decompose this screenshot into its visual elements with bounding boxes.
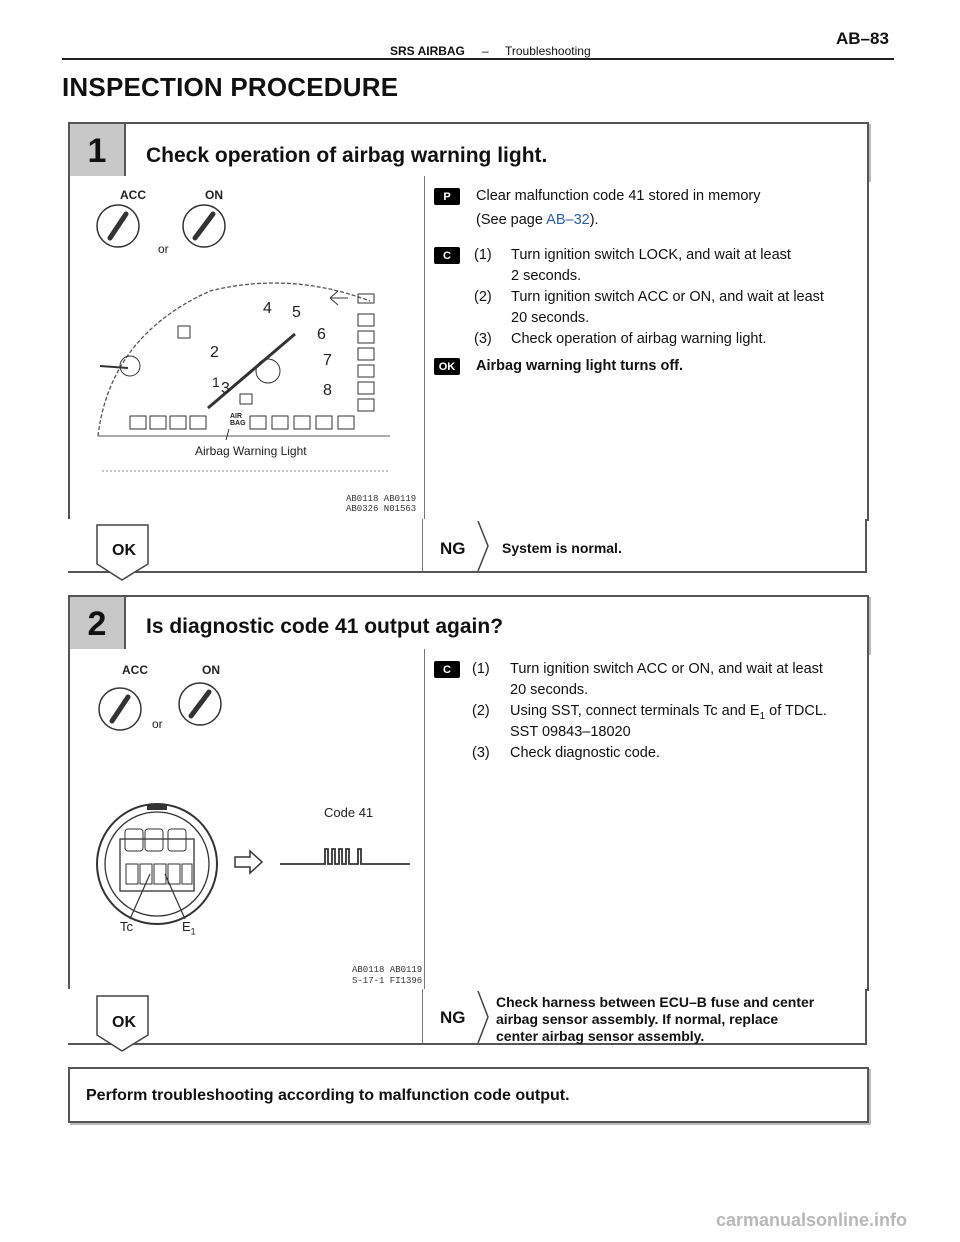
- step1-acc-label: ACC: [120, 188, 146, 202]
- step2-item2-pre: Using SST, connect terminals Tc and E: [510, 703, 760, 719]
- step2-ng-result-line2: airbag sensor assembly. If normal, replace: [496, 1011, 779, 1027]
- step1-item3-num: (3): [474, 331, 492, 347]
- step2-item1-num: (1): [472, 661, 490, 677]
- tc-terminal-label: Tc: [120, 919, 133, 934]
- gauge-number-4: 4: [263, 300, 272, 317]
- step2-on-label: ON: [202, 663, 220, 677]
- step2-ok-label: OK: [112, 1014, 136, 1031]
- step1-figure-ref1: AB0118 AB0119: [346, 494, 417, 504]
- gauge-number-6: 6: [317, 326, 326, 343]
- step1-ng-label: NG: [440, 539, 466, 558]
- e1-terminal-sub: 1: [190, 926, 196, 937]
- step1-item2-line2: 20 seconds.: [511, 310, 590, 326]
- gauge-number-7: 7: [323, 352, 332, 369]
- airbag-indicator-bag: BAG: [230, 420, 246, 427]
- step2-ng-result-line1: Check harness between ECU–B fuse and center: [496, 994, 815, 1010]
- code41-label: Code 41: [324, 805, 374, 820]
- final-action-box: [68, 1067, 869, 1123]
- step1-prep-line2: [476, 210, 599, 231]
- gauge-number-3: 3: [221, 380, 230, 397]
- step1-result-row: [68, 519, 867, 573]
- final-action-text: Perform troubleshooting according to malfunction code output.: [86, 1087, 570, 1104]
- p-tag-icon: P: [434, 188, 460, 205]
- step2-heading: Is diagnostic code 41 output again?: [146, 615, 504, 638]
- step1-figure: [90, 186, 410, 511]
- step2-or-label: or: [152, 717, 163, 731]
- step2-c-tag-icon: C: [434, 661, 460, 678]
- step1-item3-line1: Check operation of airbag warning light.: [511, 331, 767, 347]
- step1-item1-line1: Turn ignition switch LOCK, and wait at least: [511, 247, 791, 263]
- step1-item1-num: (1): [474, 247, 492, 263]
- c-tag-icon: C: [434, 247, 460, 264]
- step2-item2-num: (2): [472, 703, 490, 719]
- step1-figure-ref2: AB0326 N01563: [346, 504, 417, 514]
- step1-ok-label: OK: [112, 542, 136, 559]
- step1-body: [68, 176, 869, 521]
- step2-figure-ref2: S-17-1 FI1396: [352, 976, 423, 986]
- step2-number: 2: [70, 597, 126, 651]
- header-subsection: Troubleshooting: [505, 44, 591, 58]
- airbag-indicator-air: AIR: [230, 413, 243, 420]
- step2-body: [68, 649, 869, 991]
- watermark: carmanualsonline.info: [716, 1210, 908, 1230]
- step2-item3-num: (3): [472, 745, 490, 761]
- step2-ng-arrow-icon: [476, 991, 492, 1043]
- gauge-number-1: 1: [212, 374, 220, 390]
- step2-item1-line2: 20 seconds.: [510, 682, 589, 698]
- step2-item1-line1: Turn ignition switch ACC or ON, and wait at least: [510, 661, 823, 677]
- airbag-indicator: [230, 413, 246, 427]
- step2-ng-result: [496, 994, 814, 1045]
- e1-terminal-e: E: [182, 919, 191, 934]
- e1-terminal-label: [182, 919, 196, 937]
- step1-or-label: or: [158, 242, 169, 256]
- step2-item2-line2: SST 09843–18020: [510, 724, 631, 740]
- step2-item3-line1: Check diagnostic code.: [510, 745, 660, 761]
- page-link-ab32[interactable]: AB–32: [546, 212, 590, 228]
- step1-result-divider: [422, 519, 423, 571]
- step1-prep-line1: Clear malfunction code 41 stored in memory: [476, 188, 761, 204]
- gauge-number-5: 5: [292, 304, 301, 321]
- step2-acc-label: ACC: [122, 663, 148, 677]
- step1-ok-result: Airbag warning light turns off.: [476, 358, 684, 374]
- step1-prep-pre: (See page: [476, 212, 547, 228]
- step1-number: 1: [70, 124, 126, 178]
- step2-column-divider: [424, 649, 425, 989]
- step1-heading: Check operation of airbag warning light.: [146, 144, 548, 167]
- step1-ng-arrow-icon: [476, 521, 492, 571]
- airbag-warning-light-label: Airbag Warning Light: [195, 444, 307, 458]
- step1-prep-post: ).: [589, 212, 599, 228]
- header-section: SRS AIRBAG: [390, 44, 465, 58]
- step2-item2-post: of TDCL.: [765, 703, 827, 719]
- step2-item2-sub: 1: [759, 710, 766, 722]
- step1-item2-num: (2): [474, 289, 492, 305]
- gauge-number-8: 8: [323, 382, 332, 399]
- step1-on-label: ON: [205, 188, 223, 202]
- step1-item1-line2: 2 seconds.: [511, 268, 582, 284]
- step2-figure-ref1: AB0118 AB0119: [352, 965, 423, 975]
- header-dash: –: [482, 44, 489, 58]
- step1-ng-result: System is normal.: [502, 540, 622, 556]
- page-number: AB–83: [836, 29, 889, 48]
- step2-result-divider: [422, 989, 423, 1043]
- page-title: INSPECTION PROCEDURE: [62, 72, 399, 102]
- step2-ng-label: NG: [440, 1008, 466, 1027]
- gauge-number-2: 2: [210, 344, 219, 361]
- step1-column-divider: [424, 176, 425, 519]
- step2-header-box: [68, 595, 869, 653]
- step1-item2-line1: Turn ignition switch ACC or ON, and wait at least: [511, 289, 824, 305]
- ok-tag-icon: OK: [434, 358, 460, 375]
- step2-figure: [90, 659, 423, 986]
- step1-header-box: [68, 122, 869, 180]
- step2-ng-result-line3: center airbag sensor assembly.: [496, 1028, 705, 1044]
- header-rule: [62, 58, 894, 60]
